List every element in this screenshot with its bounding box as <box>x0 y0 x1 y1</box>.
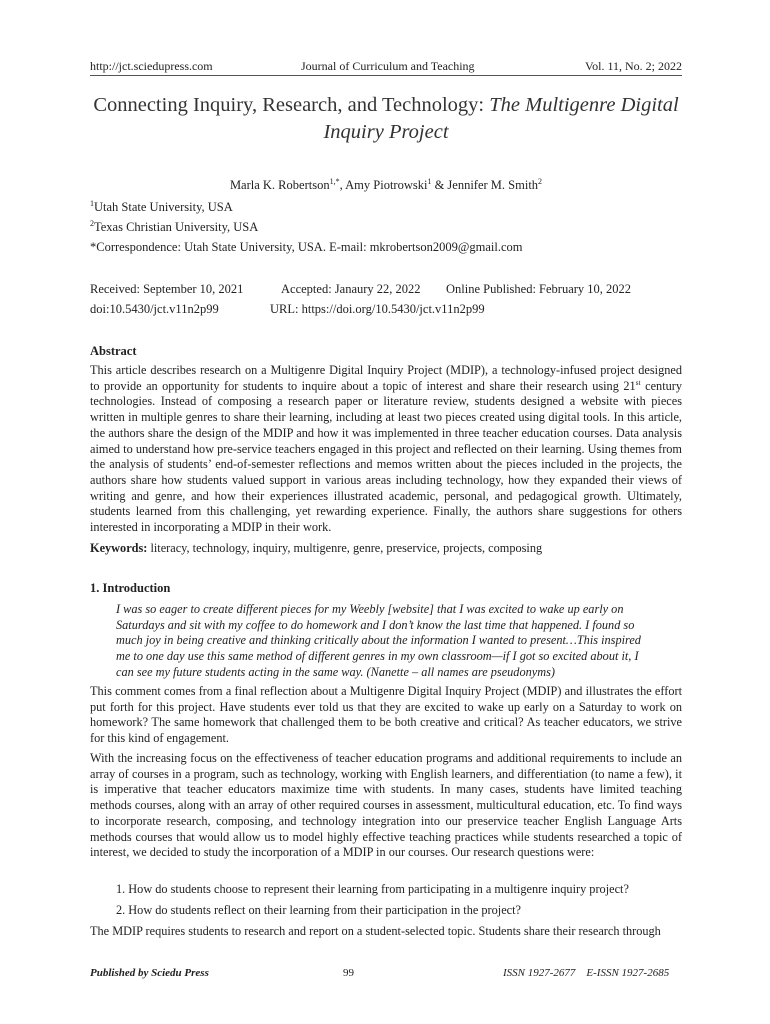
keywords-label: Keywords: <box>90 541 148 555</box>
doi: doi:10.5430/jct.v11n2p99 <box>90 302 219 316</box>
author-1-sup: 1,* <box>329 177 340 186</box>
doi-url[interactable]: URL: https://doi.org/10.5430/jct.v11n2p99 <box>270 302 485 316</box>
article-title <box>90 92 682 146</box>
affiliation-sup: 2 <box>90 219 94 228</box>
abstract-heading: Abstract <box>90 344 137 358</box>
affiliation-text: Utah State University, USA <box>94 200 233 215</box>
keywords <box>90 541 542 556</box>
author-3: & Jennifer M. Smith <box>431 178 539 193</box>
intro-paragraph-1: This comment comes from a final reflection about a Multigenre Digital Inquiry Project (MDIP) and illustrates the effort put forth for this project. Have students ever told us that they are excited to wake up early on a Saturday to work on homework? The same homework that challenged them to be both creative and critical? As teacher educators, we strive for this kind of engagement. <box>90 684 682 746</box>
author-3-sup: 2 <box>538 177 543 186</box>
affiliation-text: Texas Christian University, USA <box>94 220 259 235</box>
running-header <box>90 59 682 76</box>
affiliation-1 <box>90 199 233 215</box>
published-date: Online Published: February 10, 2022 <box>446 282 632 296</box>
journal-url[interactable]: http://jct.sciedupress.com <box>90 59 213 73</box>
accepted-date: Accepted: Janaury 22, 2022 <box>281 282 421 296</box>
abstract-sup: st <box>635 377 641 387</box>
section-heading-introduction: 1. Introduction <box>90 581 171 595</box>
correspondence <box>90 240 523 255</box>
title-italic: The Multigenre Digital Inquiry Project <box>323 94 679 143</box>
footer-publisher: Published by Sciedu Press <box>90 967 209 979</box>
received-date: Received: September 10, 2021 <box>90 282 244 296</box>
abstract-text <box>90 363 682 536</box>
affiliation-2 <box>90 219 258 235</box>
research-question-2: 2. How do students reflect on their learning from their participation in the project? <box>116 903 521 917</box>
volume-issue: Vol. 11, No. 2; 2022 <box>584 59 682 73</box>
research-question-1: 1. How do students choose to represent their learning from participating in a multigenre inquiry project? <box>116 882 629 896</box>
author-1: Marla K. Robertson <box>229 178 330 193</box>
abstract-part-b: century technologies. Instead of composing a research paper or literature review, students designed a website with pieces written in multiple genres to share their learning, including at least two pieces created using digital tools. In this article, the authors share the design of the MDIP and how it was implemented in three teacher education courses. Data analysis aimed to understand how pre-service teachers engaged in this project and reflected on their learning. Using themes from the analysis of students’ end-of-semester reflections and memos written about the pieces included in the projects, the authors share how students valued support in various areas including technology, how they expanded their views of writing and genre, and how their experiences illustrated academic, personal, and pedagogical growth. Ultimately, students learned from this challenging, yet rewarding experience. Finally, the authors share suggestions for others interested in incorporating a MDIP in their work. <box>90 378 683 535</box>
intro-paragraph-3: The MDIP requires students to research and report on a student-selected topic. Students share their research through <box>90 924 661 938</box>
affiliation-sup: 1 <box>90 199 94 208</box>
correspondence-text: *Correspondence: Utah State University, USA. E-mail: mkrobertson2009@gmail.com <box>90 240 523 254</box>
title-main: Connecting Inquiry, Research, and Technology: <box>93 94 490 116</box>
abstract-part-a: This article describes research on a Multigenre Digital Inquiry Project (MDIP), a technology-infused project designed to provide an opportunity for students to inquire about a topic of interest and share their research using 21 <box>90 363 682 393</box>
author-2-sup: 1 <box>427 177 432 186</box>
page-number: 99 <box>343 967 354 979</box>
intro-paragraph-2: With the increasing focus on the effectiveness of teacher education programs and additional requirements to include an array of courses in a program, such as technology, working with English learners, and differentiation (to name a few), it is imperative that teacher educators maximize time with students. In many cases, students have limited teaching methods courses, along with an array of other required courses in assessment, multicultural education, etc. To find ways to incorporate research, composing, and technology integration into our preservice teacher English Language Arts methods courses that would allow us to model highly effective teaching practices while students researched a topic of interest, we decided to study the incorporation of a MDIP in our courses. Our research questions were: <box>90 751 682 860</box>
footer-issn: ISSN 1927-2677 E-ISSN 1927-2685 <box>503 967 670 979</box>
author-line <box>90 177 682 193</box>
keywords-text: literacy, technology, inquiry, multigenre, genre, preservice, projects, composing <box>147 541 543 555</box>
journal-name: Journal of Curriculum and Teaching <box>301 59 475 73</box>
author-2: , Amy Piotrowski <box>339 178 428 193</box>
opening-quote: I was so eager to create different pieces for my Weebly [website] that I was excited to wake up early on Saturdays and sit with my coffee to do homework and I don’t know the last time that happened. I found so much joy in being creative and thinking critically about the information I wanted to present…This inspired me to one day use this same method of different genres in my own classroom—if I got so excited about it, I can see my future students acting in the same way. (Nanette – all names are pseudonyms) <box>116 602 641 679</box>
